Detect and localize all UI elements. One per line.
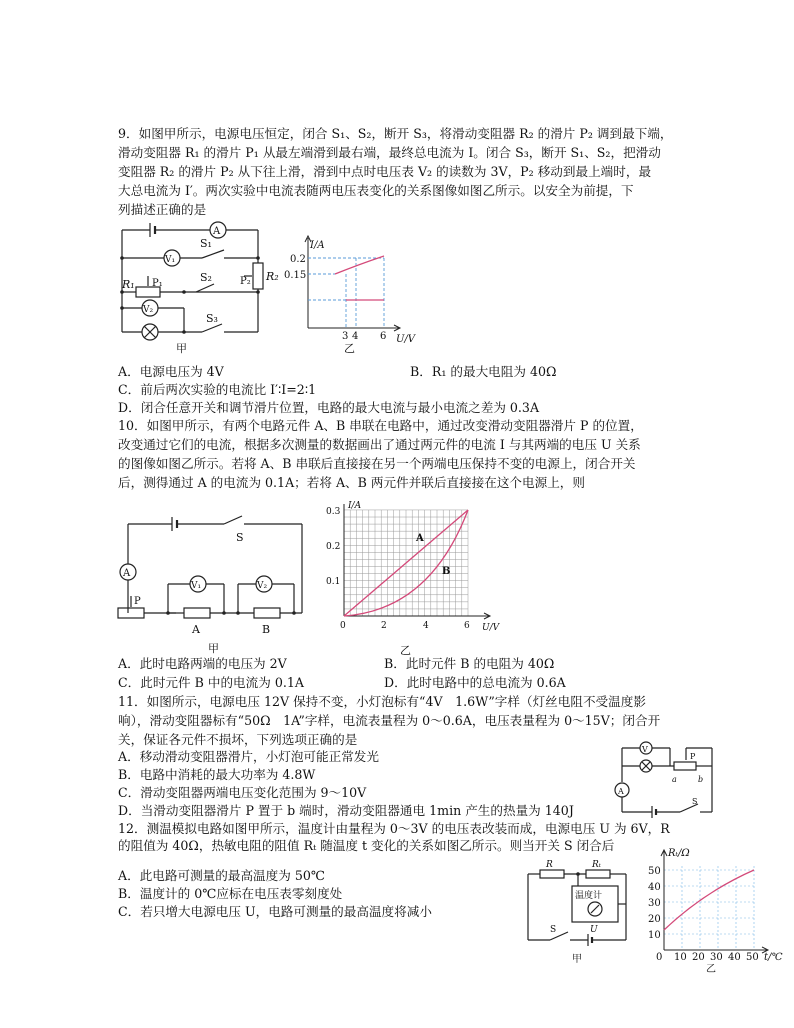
q10-graph-ytick-0: 0.3 xyxy=(326,507,341,517)
q12-curve xyxy=(664,870,754,930)
q9-ammeter-label: A xyxy=(213,226,221,237)
q9-p2-label: P₂ xyxy=(240,276,251,287)
q9-graph-ytick-0: 0.2 xyxy=(290,254,306,265)
q10-curve-b-label: B xyxy=(442,566,451,577)
q9-r2-label: R₂ xyxy=(266,270,279,283)
q10-fig-left-caption: 甲 xyxy=(208,642,219,655)
q10-a-label: A xyxy=(192,623,200,636)
q10-line-3: 的图像如图乙所示。若将 A、B 串联后直接接在另一个两端电压保持不变的电源上，闭合开关 xyxy=(118,456,636,471)
q12-rt-label: Rₜ xyxy=(592,860,601,870)
q12-graph-ytick-3: 20 xyxy=(648,914,661,925)
q10-line-2: 改变通过它们的电流，根据多次测量的数据画出了通过两元件的电流 I 与其两端的电压 U 关系 xyxy=(118,437,641,452)
q10-graph-ylabel: I/A xyxy=(348,501,362,511)
q12-s-label: S xyxy=(550,925,557,935)
q11-a-label: A xyxy=(618,787,624,796)
q10-graph xyxy=(320,500,510,660)
q12-graph-xtick-0: 10 xyxy=(674,952,687,963)
q9-v1-label: V₁ xyxy=(165,255,176,265)
q9-circuit-diagram xyxy=(112,220,292,355)
q10-v2-label: V₂ xyxy=(257,581,268,591)
q11-s-label: S xyxy=(692,797,698,806)
q9-option-d[interactable]: D．闭合任意开关和调节滑片位置，电路的最大电流与最小电流之差为 0.3A xyxy=(118,400,540,415)
q12-line-2: 的阻值为 40Ω，热敏电阻的阻值 Rₜ 随温度 t 变化的关系如图乙所示。则当开关 S 闭合后 xyxy=(118,838,615,853)
q9-graph-ytick-1: 0.15 xyxy=(284,270,307,281)
q10-graph-ytick-2: 0.1 xyxy=(326,577,341,587)
q10-s-label: S xyxy=(236,531,244,544)
q9-option-b[interactable]: B．R₁ 的最大电阻为 40Ω xyxy=(410,364,557,379)
q10-graph-xtick-0: 2 xyxy=(381,621,387,631)
q11-option-b[interactable]: B．电路中消耗的最大功率为 4.8W xyxy=(118,767,316,782)
q12-circuit-diagram xyxy=(522,862,632,972)
q11-option-a[interactable]: A．移动滑动变阻器滑片，小灯泡可能正常发光 xyxy=(118,749,379,764)
q10-graph-xlabel: U/V xyxy=(482,623,500,633)
q11-option-d[interactable]: D．当滑动变阻器滑片 P 置于 b 端时，滑动变阻器通电 1min 产生的热量为 140J xyxy=(118,803,574,818)
q10-graph-xtick-1: 4 xyxy=(423,621,429,631)
q9-s3-label: S₃ xyxy=(206,312,218,325)
q12-graph-ylabel: Rₜ/Ω xyxy=(668,848,690,859)
q12-u-label: U xyxy=(590,925,598,935)
q12-line-1: 12．测温模拟电路如图甲所示，温度计由量程为 0～3V 的电压表改装而成，电源电压 U 为 6V，R xyxy=(118,821,670,836)
q10-p-label: P xyxy=(134,596,141,607)
q12-fig-left-caption: 甲 xyxy=(572,954,582,965)
q12-fig-right-caption: 乙 xyxy=(706,964,716,975)
q12-graph-xtick-3: 40 xyxy=(728,952,741,963)
q9-p1-label: P₁ xyxy=(152,278,163,289)
q12-meter-label: 温度计 xyxy=(575,891,603,901)
q9-option-c[interactable]: C．前后两次实验的电流比 I′∶I=2∶1 xyxy=(118,382,317,397)
q12-graph xyxy=(640,846,790,974)
q12-graph-ytick-0: 50 xyxy=(648,866,661,877)
q12-graph-ytick-1: 40 xyxy=(648,882,661,893)
q9-line-1: 9．如图甲所示，电源电压恒定，闭合 S₁、S₂，断开 S₃，将滑动变阻器 R₂ 的滑片 P₂ 调到最下端， xyxy=(118,126,673,141)
q12-graph-ytick-2: 30 xyxy=(648,898,661,909)
q10-graph-ytick-1: 0.2 xyxy=(326,542,341,552)
q11-circuit-diagram xyxy=(612,738,722,820)
q11-p-label: P xyxy=(690,752,696,761)
q11-end-a-label: a xyxy=(672,775,677,784)
q9-s1-label: S₁ xyxy=(200,237,212,250)
q9-line-3: 变阻器 R₂ 的滑片 P₂ 从下往上滑，滑到中点时电压表 V₂ 的读数为 3V，P₂ 移动到最上端时，最 xyxy=(118,164,652,179)
q11-end-b-label: b xyxy=(698,775,704,784)
q9-line-4: 大总电流为 I′。两次实验中电流表随两电压表变化的关系图像如图乙所示。以安全为前提，下 xyxy=(118,183,634,198)
q12-option-a[interactable]: A．此电路可测量的最高温度为 50℃ xyxy=(118,868,325,883)
q12-r-label: R xyxy=(546,860,553,870)
q10-option-d[interactable]: D．此时电路中的总电流为 0.6A xyxy=(384,675,566,690)
q9-graph-xtick-2: 6 xyxy=(380,331,387,342)
q9-option-a[interactable]: A．电源电压为 4V xyxy=(118,364,224,379)
q11-line-2: 响），滑动变阻器标有“50Ω 1A”字样，电流表量程为 0～0.6A，电压表量程为 0～15V；闭合开 xyxy=(118,713,661,728)
q11-v-label: V xyxy=(642,745,648,754)
q9-line-2: 滑动变阻器 R₁ 的滑片 P₁ 从最左端滑到最右端，最终总电流为 I。闭合 S₃，断开 S₁、S₂，把滑动 xyxy=(118,145,661,160)
q9-graph xyxy=(284,228,420,355)
q12-graph-xlabel: t/℃ xyxy=(764,952,783,963)
q12-graph-ytick-4: 10 xyxy=(648,930,661,941)
q10-circuit-diagram xyxy=(112,512,312,655)
q9-graph-xtick-1: 4 xyxy=(352,331,359,342)
q11-line-1: 11．如图所示，电源电压 12V 保持不变，小灯泡标有“4V 1.6W”字样（灯丝电阻不受温度影 xyxy=(118,694,646,709)
q12-graph-xtick-4: 50 xyxy=(746,952,759,963)
q9-s2-label: S₂ xyxy=(200,271,212,284)
q10-option-b[interactable]: B．此时元件 B 的电阻为 40Ω xyxy=(384,656,555,671)
q10-ammeter-label: A xyxy=(123,568,131,579)
q10-graph-xtick-2: 6 xyxy=(464,621,470,631)
q10-b-label: B xyxy=(262,623,271,636)
q9-graph-ylabel: I/A xyxy=(310,240,325,251)
q10-v1-label: V₁ xyxy=(191,581,202,591)
q9-graph-xtick-0: 3 xyxy=(342,331,349,342)
q9-fig-left-caption: 甲 xyxy=(176,342,187,355)
q10-graph-origin: 0 xyxy=(340,621,346,631)
q11-option-c[interactable]: C．滑动变阻器两端电压变化范围为 9～10V xyxy=(118,785,367,800)
q9-fig-right-caption: 乙 xyxy=(344,342,355,355)
q11-line-3: 关，保证各元件不损坏，下列选项正确的是 xyxy=(118,732,358,747)
q9-r1-label: R₁ xyxy=(122,278,135,291)
q9-graph-xlabel: U/V xyxy=(396,334,416,345)
q12-option-b[interactable]: B．温度计的 0℃应标在电压表零刻度处 xyxy=(118,886,343,901)
q12-graph-xtick-2: 30 xyxy=(710,952,723,963)
q10-curve-a-label: A xyxy=(416,533,424,544)
q10-fig-right-caption: 乙 xyxy=(400,644,411,657)
q10-line-4: 后，测得通过 A 的电流为 0.1A；若将 A、B 两元件并联后直接接在这个电源上，则 xyxy=(118,475,585,490)
q12-option-c[interactable]: C．若只增大电源电压 U，电路可测量的最高温度将减小 xyxy=(118,904,432,919)
q10-line-1: 10．如图甲所示，有两个电路元件 A、B 串联在电路中，通过改变滑动变阻器滑片 P 的位置， xyxy=(118,418,643,433)
q10-option-a[interactable]: A．此时电路两端的电压为 2V xyxy=(118,656,287,671)
q12-graph-origin: 0 xyxy=(656,952,663,963)
q9-line-5: 列描述正确的是 xyxy=(118,202,207,217)
q12-graph-xtick-1: 20 xyxy=(692,952,705,963)
q9-v2-label: V₂ xyxy=(143,305,154,315)
q10-option-c[interactable]: C．此时元件 B 中的电流为 0.1A xyxy=(118,675,304,690)
